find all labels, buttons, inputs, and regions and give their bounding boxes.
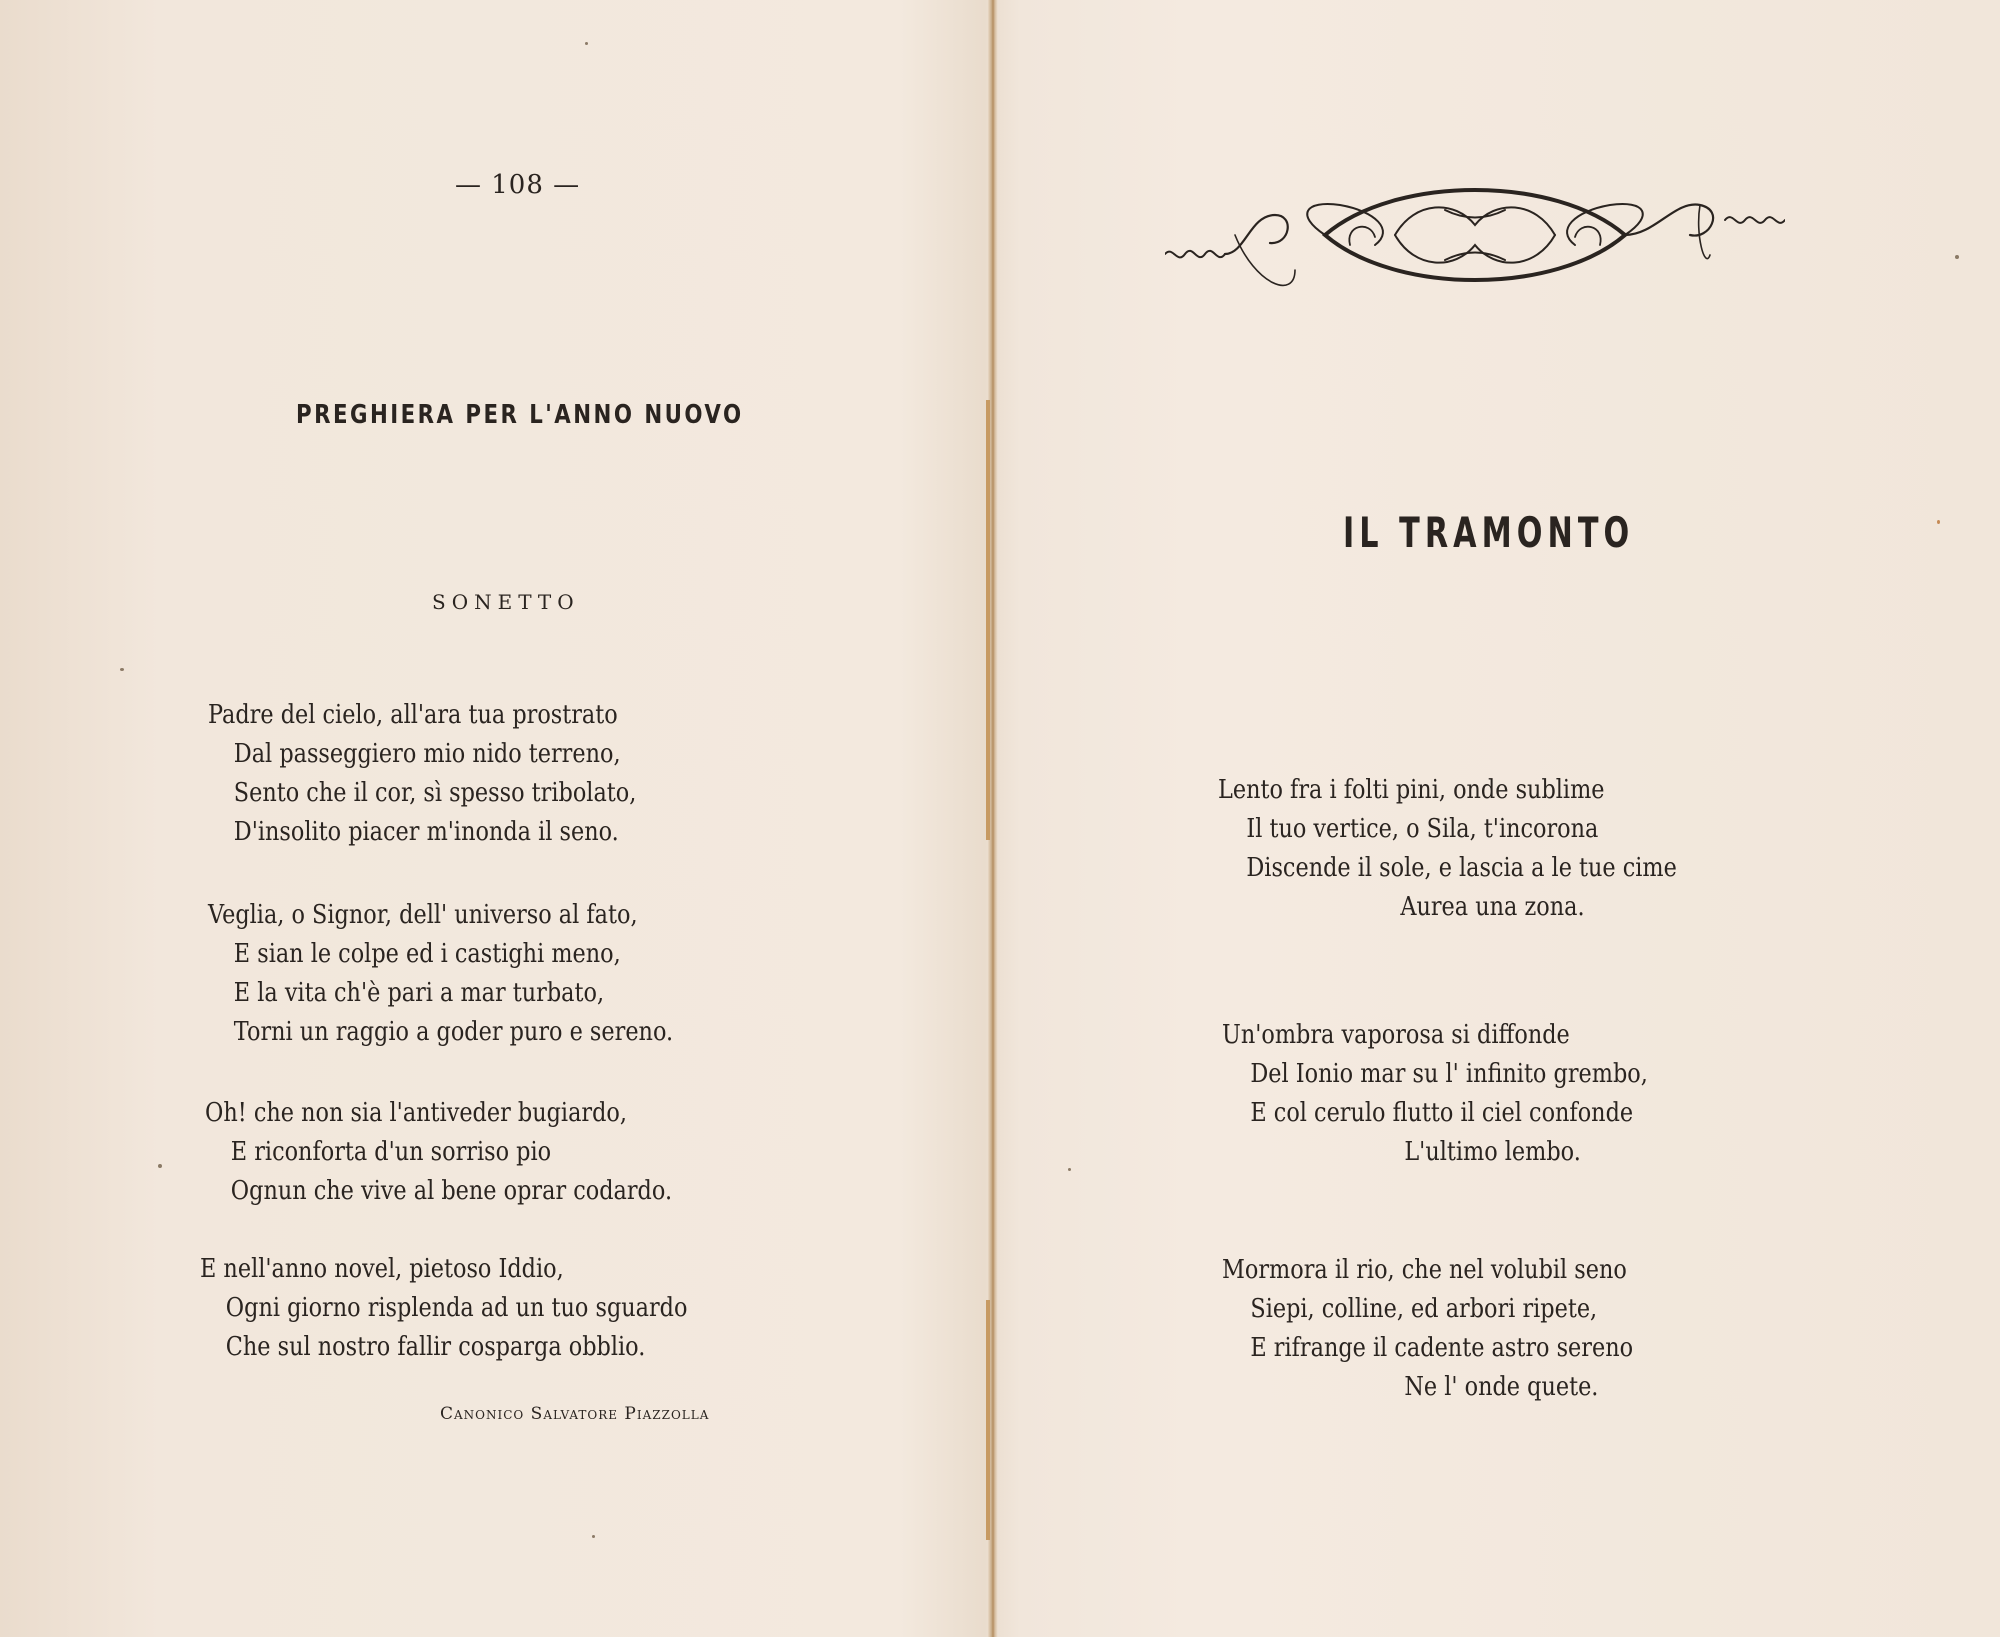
verse-line: Aurea una zona.	[1400, 892, 1585, 922]
paper-speck	[1068, 1168, 1071, 1171]
verse-line: L'ultimo lembo.	[1404, 1137, 1581, 1167]
verse-line: Oh! che non sia l'antiveder bugiardo,	[205, 1098, 627, 1128]
verse-line: Che sul nostro fallir cosparga obblio.	[225, 1332, 646, 1362]
paper-speck	[120, 668, 124, 671]
paper-speck	[158, 1164, 162, 1168]
verse-line: Il tuo vertice, o Sila, t'incorona	[1246, 814, 1599, 844]
stanza-left-1	[208, 696, 636, 852]
stanza-left-3	[205, 1094, 672, 1211]
verse-line: Ognun che vive al bene oprar codardo.	[230, 1176, 673, 1206]
stanza-right-2	[1222, 1016, 1648, 1172]
paper-speck	[1955, 255, 1959, 259]
verse-line: Lento fra i folti pini, onde sublime	[1218, 775, 1605, 805]
verse-line: Siepi, colline, ed arbori ripete,	[1250, 1294, 1598, 1324]
verse-line: E nell'anno novel, pietoso Iddio,	[200, 1254, 564, 1284]
page-number: — 108 —	[455, 170, 581, 200]
verse-line: E la vita ch'è pari a mar turbato,	[233, 978, 605, 1008]
verse-line: Torni un raggio a goder puro e sereno.	[233, 1017, 674, 1047]
verse-line: Ne l' onde quete.	[1404, 1372, 1599, 1402]
verse-line: Mormora il rio, che nel volubil seno	[1222, 1255, 1627, 1285]
paper-speck	[1937, 520, 1940, 524]
stanza-left-4	[200, 1250, 687, 1367]
verse-line: Ogni giorno risplenda ad un tuo sguardo	[225, 1293, 688, 1323]
verse-line: Del Ionio mar su l' infinito grembo,	[1250, 1059, 1648, 1089]
poem-title-left: PREGHIERA PER L'ANNO NUOVO	[296, 400, 744, 430]
verse-line: Veglia, o Signor, dell' universo al fato,	[208, 900, 638, 930]
verse-line: D'insolito piacer m'inonda il seno.	[233, 817, 619, 847]
calligraphic-flourish-icon	[1165, 175, 1785, 299]
verse-line: E sian le colpe ed i castighi meno,	[233, 939, 621, 969]
verse-line: Un'ombra vaporosa si diffonde	[1222, 1020, 1570, 1050]
verse-line: E riconforta d'un sorriso pio	[230, 1137, 552, 1167]
paper-speck	[585, 42, 588, 45]
verse-line: Padre del cielo, all'ara tua prostrato	[208, 700, 618, 730]
stanza-right-1	[1218, 771, 1677, 927]
poem-author: Canonico Salvatore Piazzolla	[440, 1404, 710, 1424]
poem-title-right: IL TRAMONTO	[1343, 508, 1635, 557]
paper-speck	[592, 1535, 595, 1538]
poem-subtitle: SONETTO	[432, 590, 580, 614]
verse-line: Dal passeggiero mio nido terreno,	[233, 739, 621, 769]
stanza-left-2	[208, 896, 673, 1052]
binding-thread	[986, 400, 990, 840]
left-page	[0, 0, 990, 1637]
verse-line: E col cerulo flutto il ciel confonde	[1250, 1098, 1634, 1128]
verse-line: E rifrange il cadente astro sereno	[1250, 1333, 1634, 1363]
binding-thread	[986, 1300, 990, 1540]
verse-line: Discende il sole, e lascia a le tue cime	[1246, 853, 1677, 883]
verse-line: Sento che il cor, sì spesso tribolato,	[233, 778, 637, 808]
stanza-right-3	[1222, 1251, 1633, 1407]
